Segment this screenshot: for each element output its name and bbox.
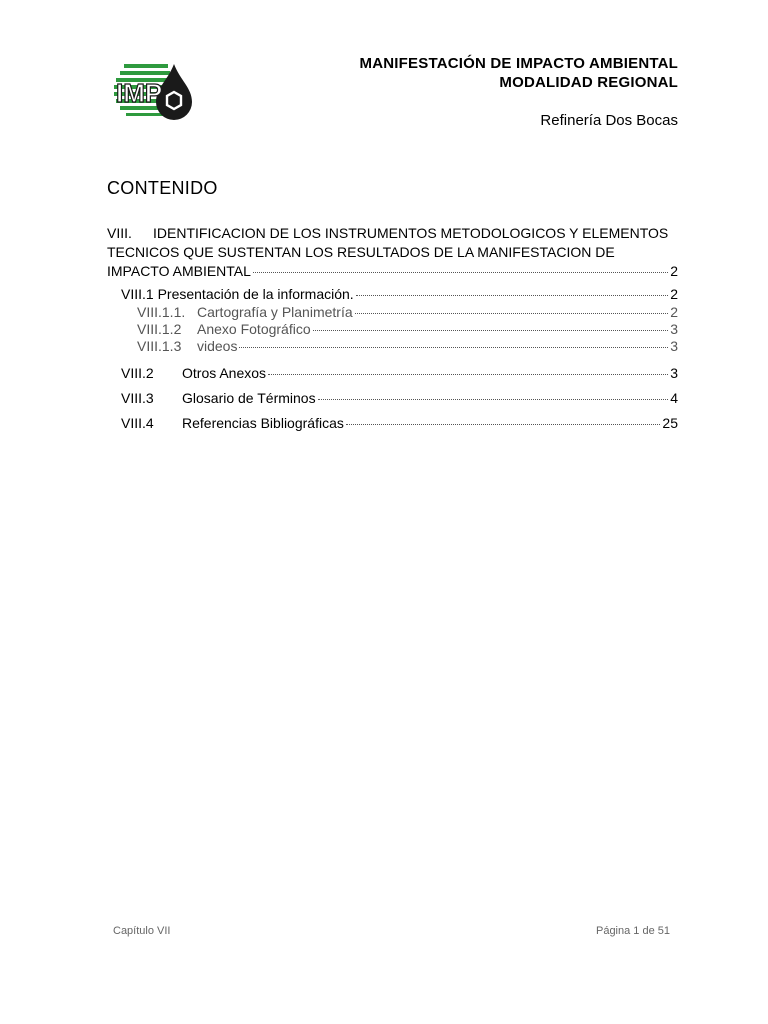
footer-chapter: Capítulo VII [113, 925, 171, 937]
dot-leader [253, 272, 668, 273]
toc-entry-viii-3[interactable] [107, 389, 678, 408]
dot-leader [318, 399, 669, 400]
toc-page-number: 3 [670, 365, 678, 381]
footer-page-number: Página 1 de 51 [595, 925, 670, 937]
toc-page-number: 3 [670, 338, 678, 354]
toc-entry-title: VIII.1 Presentación de la información. [121, 286, 354, 302]
toc-entry-title-line3: IMPACTO AMBIENTAL [107, 263, 251, 279]
toc-entry-viii-1-2[interactable] [107, 321, 678, 338]
dot-leader [313, 330, 669, 331]
toc-entry-title: videos [197, 338, 238, 354]
imp-logo [110, 58, 195, 120]
project-name: Refinería Dos Bocas [540, 112, 678, 129]
toc-entry-title: Otros Anexos [182, 365, 267, 381]
toc-entry-viii[interactable] [107, 224, 678, 281]
toc-entry-title: Anexo Fotográfico [197, 321, 311, 337]
toc-entry-number: VIII.3 [121, 390, 154, 406]
toc-page-number: 2 [670, 304, 678, 320]
toc-page-number: 25 [662, 415, 678, 431]
toc-entry-title-line2: TECNICOS QUE SUSTENTAN LOS RESULTADOS DE LA MANIFESTACION DE [107, 244, 615, 260]
dot-leader [346, 424, 661, 425]
toc-entry-number: VIII.1.2 [137, 321, 182, 337]
toc-page-number: 4 [670, 390, 678, 406]
dot-leader [356, 295, 669, 296]
toc-entry-viii-2[interactable] [107, 364, 678, 383]
toc-page-number: 2 [670, 263, 678, 279]
toc-entry-viii-1-3[interactable] [107, 338, 678, 355]
toc-entry-title: Glosario de Términos [182, 390, 316, 406]
contents-heading: CONTENIDO [107, 178, 218, 198]
toc-entry-number: VIII.2 [121, 365, 154, 381]
document-title-line2: MODALIDAD REGIONAL [499, 74, 678, 91]
dot-leader [355, 313, 669, 314]
toc-entry-title-line1: IDENTIFICACION DE LOS INSTRUMENTOS METODOLOGICOS Y ELEMENTOS [153, 225, 669, 241]
document-header [360, 54, 678, 129]
toc-page-number: 3 [670, 321, 678, 337]
toc-page-number: 2 [670, 286, 678, 302]
table-of-contents [107, 224, 678, 433]
toc-entry-title: Referencias Bibliográficas [182, 415, 344, 431]
dot-leader [239, 347, 668, 348]
toc-entry-number: VIII.1.3 [137, 338, 182, 354]
toc-entry-number: VIII.4 [121, 415, 154, 431]
toc-entry-viii-1-1[interactable] [107, 304, 678, 321]
toc-entry-viii-1[interactable] [107, 285, 678, 304]
logo-text: IMP [116, 78, 163, 108]
toc-entry-title: Cartografía y Planimetría [197, 304, 353, 320]
toc-entry-number: VIII. [107, 225, 132, 241]
dot-leader [268, 374, 668, 375]
document-title-line1: MANIFESTACIÓN DE IMPACTO AMBIENTAL [359, 55, 678, 72]
toc-entry-viii-4[interactable] [107, 414, 678, 433]
toc-entry-number: VIII.1.1. [137, 304, 186, 320]
